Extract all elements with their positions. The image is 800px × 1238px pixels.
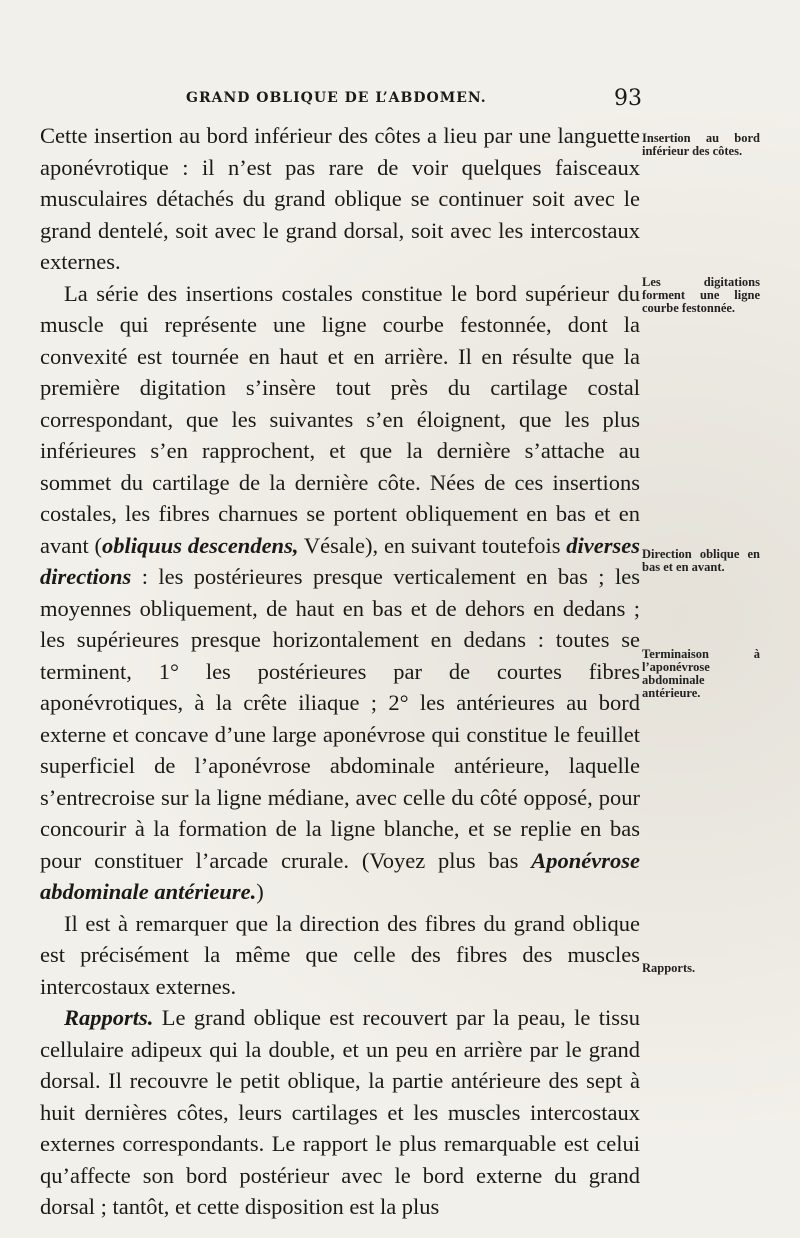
margin-note-terminaison: Terminaison à l’aponévrose abdominale antérieure. [642,647,760,700]
paragraph-remark: Il est à remarquer que la direction des fibres du grand oblique est précisément la même que celle des fibres des muscles intercostaux externes. [40,910,640,999]
paragraph-rapports [40,1002,640,1223]
page-number: 93 [614,86,642,111]
text-run: La série des insertions costales constitue le bord supérieur du muscle qui représente une ligne courbe festonnée, dont la convexité est tournée en haut et en arrière. Il en résulte que la première digitation s’insère tout près du cartilage costal correspondant, que les suivantes s’en éloignent, que les plus inférieures s’en rapprochent, et que la dernière s’attache au sommet du cartilage de la dernière côte. Nées de ces insertions costales, les fibres charnues se portent obliquement en bas et en avant ( [40,280,640,558]
margin-note-digitations: Les digitations forment une ligne courbe festonnée. [642,275,760,315]
text-run: : les postérieures presque verticalement en bas ; les moyennes obliquement, de haut en bas et de dehors en dedans ; les supérieures presque horizontalement en dedans : toutes se terminent, 1° les postérieures par de courtes fibres aponévrotiques, à la crête iliaque ; 2° les antérieures au bord externe et concave d’une large aponévrose qui constitue le feuillet superficiel de l’aponévrose abdominale antérieure, laquelle s’entrecroise sur la ligne médiane, avec celle du côté opposé, pour concourir à la formation de la ligne blanche, et se replie en bas pour constituer l’arcade crurale. (Voyez plus bas [40,564,640,873]
cross-reference: Aponévrose abdominale antérieure. [40,847,640,904]
text-run: Le grand oblique est recouvert par la peau, le tissu cellulaire adipeux qui la double, et un peu en arrière par le grand dorsal. Il recouvre le petit oblique, la partie antérieure des sept à huit dernières côtes, leurs cartilages et les muscles intercostaux externes correspondants. Le rapport le plus remarquable est celui qu’affecte son bord postérieur avec le bord externe du grand dorsal ; tantôt, et cette disposition est la plus [40,1005,640,1219]
margin-note-direction: Direction oblique en bas et en avant. [642,547,760,574]
margin-note-rapports: Rapports. [642,961,696,975]
margin-note-insertion: Insertion au bord inférieur des côtes. [642,131,760,158]
latin-term: obliquus descendens, [102,532,299,558]
paragraph-insertion: Cette insertion au bord inférieur des côtes a lieu par une languette aponévrotique : il n’est pas rare de voir quelques faisceaux musculaires détachés du grand oblique se continuer soit avec le grand dentelé, soit avec le grand dorsal, soit avec les intercostaux externes. [40,123,640,274]
running-title: GRAND OBLIQUE DE L’ABDOMEN. [186,90,487,106]
text-run: ) [256,879,264,904]
emphasis-term: diverses directions [40,532,641,589]
paragraph-digitations [40,278,640,908]
main-text [40,120,640,1223]
text-run: Vésale), en suivant toutefois [298,532,567,558]
section-label: Rapports. [64,1005,154,1030]
